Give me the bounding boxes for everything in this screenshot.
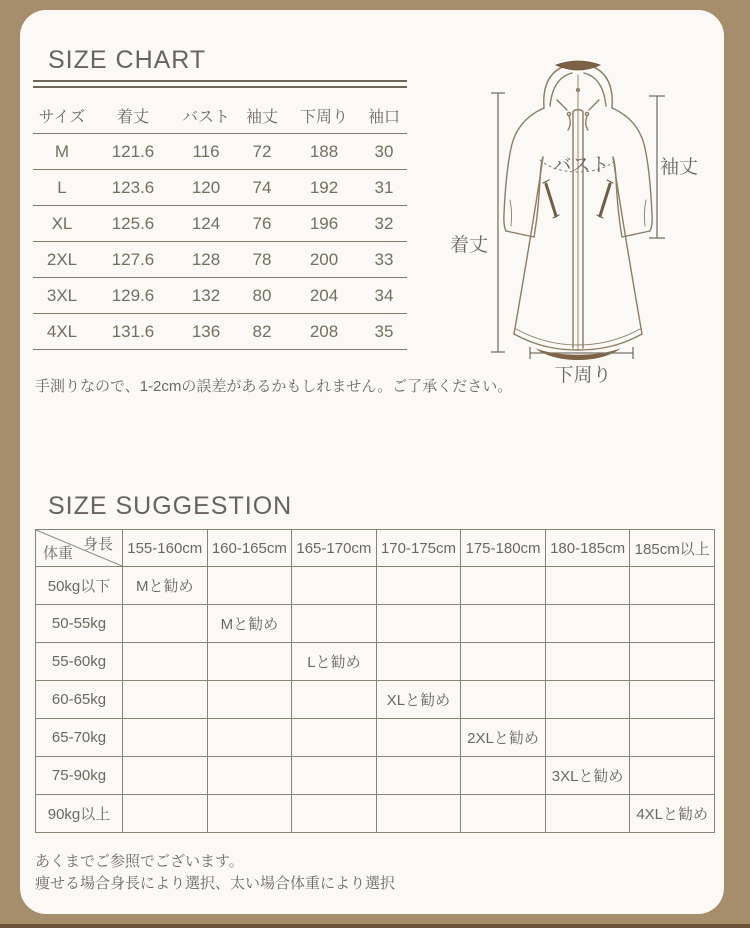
header-cell: バスト (175, 98, 237, 134)
recommendation-cell (292, 757, 377, 795)
recommendation-cell (376, 567, 461, 605)
recommendation-cell: XLと勧め (376, 681, 461, 719)
weight-header-cell: 60-65kg (36, 681, 123, 719)
suggestion-row (36, 719, 715, 757)
suggestion-row (36, 567, 715, 605)
recommendation-cell (292, 567, 377, 605)
header-cell: 袖口 (361, 98, 407, 134)
suggestion-row (36, 605, 715, 643)
weight-header-cell: 55-60kg (36, 643, 123, 681)
measure-cell: 78 (237, 242, 287, 278)
recommendation-cell: Mと勧め (123, 567, 208, 605)
size-row (33, 134, 407, 170)
recommendation-cell (545, 681, 630, 719)
measure-cell: 121.6 (91, 134, 175, 170)
recommendation-cell (376, 795, 461, 833)
weight-header-cell: 65-70kg (36, 719, 123, 757)
measure-cell: 35 (361, 314, 407, 350)
recommendation-cell (630, 757, 715, 795)
measure-cell: 200 (287, 242, 361, 278)
size-suggestion-title: SIZE SUGGESTION (48, 492, 293, 520)
recommendation-cell (123, 757, 208, 795)
measure-cell: 30 (361, 134, 407, 170)
recommendation-cell (207, 719, 292, 757)
recommendation-cell (123, 719, 208, 757)
suggestion-row (36, 757, 715, 795)
recommendation-cell (461, 605, 546, 643)
recommendation-cell (545, 643, 630, 681)
measure-cell: 76 (237, 206, 287, 242)
size-cell: 4XL (33, 314, 91, 350)
suggestion-row (36, 643, 715, 681)
garment-length-label: 着丈 (450, 235, 489, 256)
weight-header-cell: 50kg以下 (36, 567, 123, 605)
header-cell: 下周り (287, 98, 361, 134)
size-row (33, 170, 407, 206)
recommendation-cell (123, 643, 208, 681)
content-panel (20, 10, 724, 914)
height-header-cell: 180-185cm (545, 530, 630, 567)
bottom-edge-divider (0, 924, 750, 928)
bust-label: バスト (552, 155, 610, 176)
measure-cell: 128 (175, 242, 237, 278)
reference-note: あくまでご参照でございます。 (35, 853, 244, 870)
size-chart-title: SIZE CHART (48, 46, 207, 74)
measure-cell: 82 (237, 314, 287, 350)
suggestion-row (36, 681, 715, 719)
size-cell: 2XL (33, 242, 91, 278)
weight-header-cell: 90kg以上 (36, 795, 123, 833)
measure-cell: 123.6 (91, 170, 175, 206)
recommendation-cell (207, 795, 292, 833)
recommendation-cell (207, 681, 292, 719)
measure-cell: 116 (175, 134, 237, 170)
sleeve-length-label: 袖丈 (660, 157, 699, 178)
measure-cell: 192 (287, 170, 361, 206)
recommendation-cell (123, 795, 208, 833)
recommendation-cell (461, 567, 546, 605)
header-cell: 着丈 (91, 98, 175, 134)
coat-line-drawing-icon (440, 52, 740, 387)
size-row (33, 278, 407, 314)
header-cell: サイズ (33, 98, 91, 134)
measure-cell: 124 (175, 206, 237, 242)
suggestion-row (36, 795, 715, 833)
recommendation-cell (292, 795, 377, 833)
measure-cell: 120 (175, 170, 237, 206)
measure-cell: 80 (237, 278, 287, 314)
recommendation-cell (207, 757, 292, 795)
measure-cell: 196 (287, 206, 361, 242)
recommendation-cell: 2XLと勧め (461, 719, 546, 757)
size-cell: XL (33, 206, 91, 242)
height-header-cell: 155-160cm (123, 530, 208, 567)
size-cell: L (33, 170, 91, 206)
recommendation-cell (545, 719, 630, 757)
size-cell: 3XL (33, 278, 91, 314)
recommendation-cell: 3XLと勧め (545, 757, 630, 795)
recommendation-cell (630, 605, 715, 643)
recommendation-cell: Mと勧め (207, 605, 292, 643)
title-divider (33, 80, 407, 88)
weight-header-cell: 75-90kg (36, 757, 123, 795)
measure-cell: 127.6 (91, 242, 175, 278)
height-corner-label: 身長 (82, 536, 113, 553)
recommendation-cell (292, 681, 377, 719)
weight-header-cell: 50-55kg (36, 605, 123, 643)
recommendation-cell (545, 795, 630, 833)
measure-cell: 125.6 (91, 206, 175, 242)
measure-cell: 136 (175, 314, 237, 350)
hem-around-label: 下周り (554, 365, 612, 386)
suggestion-header-row (36, 530, 715, 567)
height-weight-corner-cell (36, 530, 123, 567)
measure-cell: 32 (361, 206, 407, 242)
recommendation-cell (376, 757, 461, 795)
measure-cell: 208 (287, 314, 361, 350)
recommendation-cell (545, 567, 630, 605)
recommendation-cell (376, 643, 461, 681)
size-row (33, 314, 407, 350)
recommendation-cell (630, 567, 715, 605)
recommendation-cell (461, 795, 546, 833)
recommendation-cell (630, 719, 715, 757)
weight-corner-label: 体重 (43, 545, 74, 562)
recommendation-cell (123, 605, 208, 643)
recommendation-cell (292, 605, 377, 643)
recommendation-cell (376, 719, 461, 757)
size-row (33, 242, 407, 278)
measure-cell: 34 (361, 278, 407, 314)
recommendation-cell (207, 567, 292, 605)
size-cell: M (33, 134, 91, 170)
measure-cell: 129.6 (91, 278, 175, 314)
height-header-cell: 175-180cm (461, 530, 546, 567)
selection-note: 痩せる場合身長により選択、太い場合体重により選択 (35, 875, 396, 892)
recommendation-cell (461, 643, 546, 681)
measure-cell: 204 (287, 278, 361, 314)
height-header-cell: 170-175cm (376, 530, 461, 567)
header-cell: 袖丈 (237, 98, 287, 134)
measure-cell: 188 (287, 134, 361, 170)
recommendation-cell: 4XLと勧め (630, 795, 715, 833)
measure-cell: 74 (237, 170, 287, 206)
height-header-cell: 160-165cm (207, 530, 292, 567)
size-chart-header-row (33, 98, 407, 134)
height-header-cell: 185cm以上 (630, 530, 715, 567)
recommendation-cell: Lと勧め (292, 643, 377, 681)
height-header-cell: 165-170cm (292, 530, 377, 567)
recommendation-cell (545, 605, 630, 643)
size-suggestion-table (35, 529, 715, 833)
measure-cell: 131.6 (91, 314, 175, 350)
measure-cell: 31 (361, 170, 407, 206)
measure-cell: 72 (237, 134, 287, 170)
measurement-disclaimer: 手測りなので、1-2cmの誤差があるかもしれません。ご了承ください。 (35, 378, 513, 395)
measure-cell: 132 (175, 278, 237, 314)
recommendation-cell (461, 681, 546, 719)
recommendation-cell (461, 757, 546, 795)
recommendation-cell (123, 681, 208, 719)
measure-cell: 33 (361, 242, 407, 278)
recommendation-cell (292, 719, 377, 757)
recommendation-cell (630, 643, 715, 681)
recommendation-cell (207, 643, 292, 681)
size-chart-table (33, 98, 407, 350)
size-row (33, 206, 407, 242)
recommendation-cell (630, 681, 715, 719)
recommendation-cell (376, 605, 461, 643)
